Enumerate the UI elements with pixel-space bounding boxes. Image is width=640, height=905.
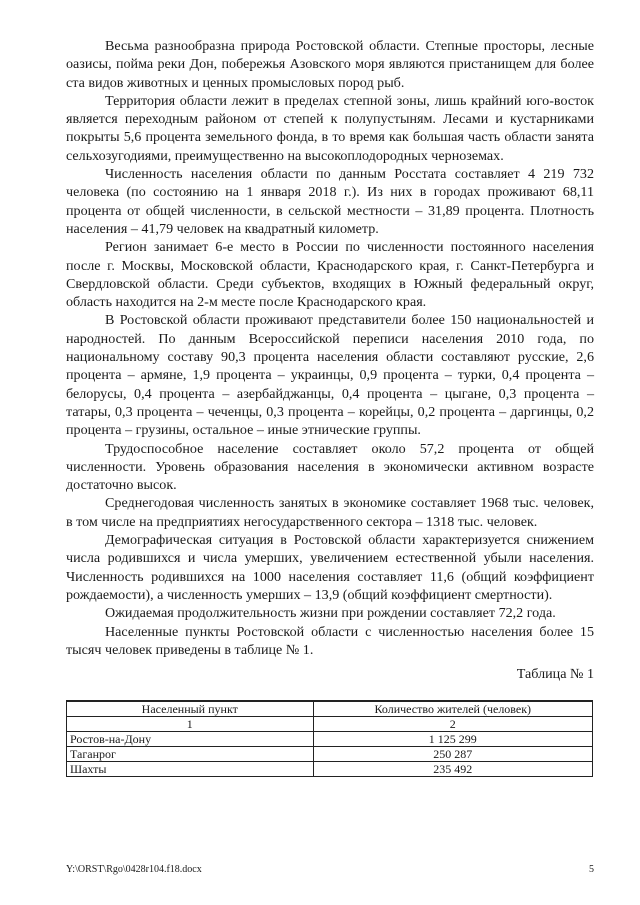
- paragraph-region-rank: Регион занимает 6-е место в России по численности постоянного населения после г. Москвы, Московской области, Краснодарского края, г. Санкт-Петербурга и Свердловской области. Среди субъектов, входящих в Южный федеральный округ, область находится на 2-м месте после Краснодарского края.: [66, 239, 594, 311]
- paragraph-territory: Территория области лежит в пределах степной зоны, лишь крайний юго-восток является переходным районом от степей к полупустыням. Лесами и кустарниками покрыты 5,6 процента земельного фонда, в то время как большая часть области занята сельхозугодиями, преимущественно на высокоплодородных черноземах.: [66, 92, 594, 164]
- table-header-row: [67, 701, 593, 717]
- document-page: [66, 37, 594, 777]
- resident-count: 1 125 299: [313, 732, 592, 747]
- paragraph-nationalities: В Ростовской области проживают представители более 150 национальностей и народностей. По данным Всероссийской переписи населения 2010 года, по национальному составу 90,3 процента населения области составляют русские, 2,6 процента – армяне, 1,9 процента – украинцы, 0,9 процента – турки, 0,4 процента – белорусы, 0,4 процента – азербайджанцы, 0,4 процента – цыгане, 0,3 процента – татары, 0,3 процента – чеченцы, 0,3 процента – корейцы, 0,2 процента – даргинцы, 0,2 процента – грузины, остальное – иные этнические группы.: [66, 312, 594, 439]
- resident-count: 235 492: [313, 762, 592, 777]
- settlements-table: [66, 700, 593, 777]
- paragraph-employment: Среднегодовая численность занятых в экономике составляет 1968 тыс. человек, в том числе на предприятиях негосударственного сектора – 1318 тыс. человек.: [66, 495, 594, 530]
- table-row: [67, 762, 593, 777]
- table-row: [67, 732, 593, 747]
- paragraph-workforce: Трудоспособное население составляет около 57,2 процента от общей численности. Уровень образования населения в экономически активном возрасте достаточно высок.: [66, 440, 594, 494]
- column-numbering-row: [67, 717, 593, 732]
- column-header-residents: Количество жителей (человек): [313, 701, 592, 717]
- paragraph-life-expectancy: Ожидаемая продолжительность жизни при рождении составляет 72,2 года.: [105, 605, 556, 622]
- table-row: [67, 747, 593, 762]
- paragraph-settlements-intro: Населенные пункты Ростовской области с численностью населения более 15 тысяч человек приведены в таблице № 1.: [66, 623, 594, 658]
- paragraph-population: Численность населения области по данным Росстата составляет 4 219 732 человека (по состоянию на 1 января 2018 г.). Из них в городах проживают 68,11 процента от общей численности, в сельской местности – 31,89 процента. Плотность населения – 41,79 человек на квадратный километр.: [66, 166, 594, 237]
- settlement-name: Ростов-на-Дону: [67, 732, 314, 747]
- table-caption: Таблица № 1: [516, 666, 594, 683]
- settlement-name: Таганрог: [67, 747, 314, 762]
- paragraph-demography: Демографическая ситуация в Ростовской области характеризуется снижением числа родившихся и числа умерших, увеличением естественной убыли населения. Численность родившихся на 1000 населения составляет 11,6 (общий коэффициент рождаемости), а численность умерших – 13,9 (общий коэффициент смертности).: [66, 532, 594, 603]
- column-number: 2: [313, 717, 592, 732]
- column-header-settlement: Населенный пункт: [67, 701, 314, 717]
- file-path: Y:\ORST\Rgo\0428r104.f18.docx: [66, 864, 202, 875]
- resident-count: 250 287: [313, 747, 592, 762]
- settlement-name: Шахты: [67, 762, 314, 777]
- page-number: 5: [589, 864, 594, 875]
- paragraph-nature: Весьма разнообразна природа Ростовской области. Степные просторы, лесные оазисы, пойма реки Дон, побережья Азовского моря являются пристанищем для более ста видов животных и ценных промысловых пород рыб.: [66, 38, 594, 91]
- column-number: 1: [67, 717, 314, 732]
